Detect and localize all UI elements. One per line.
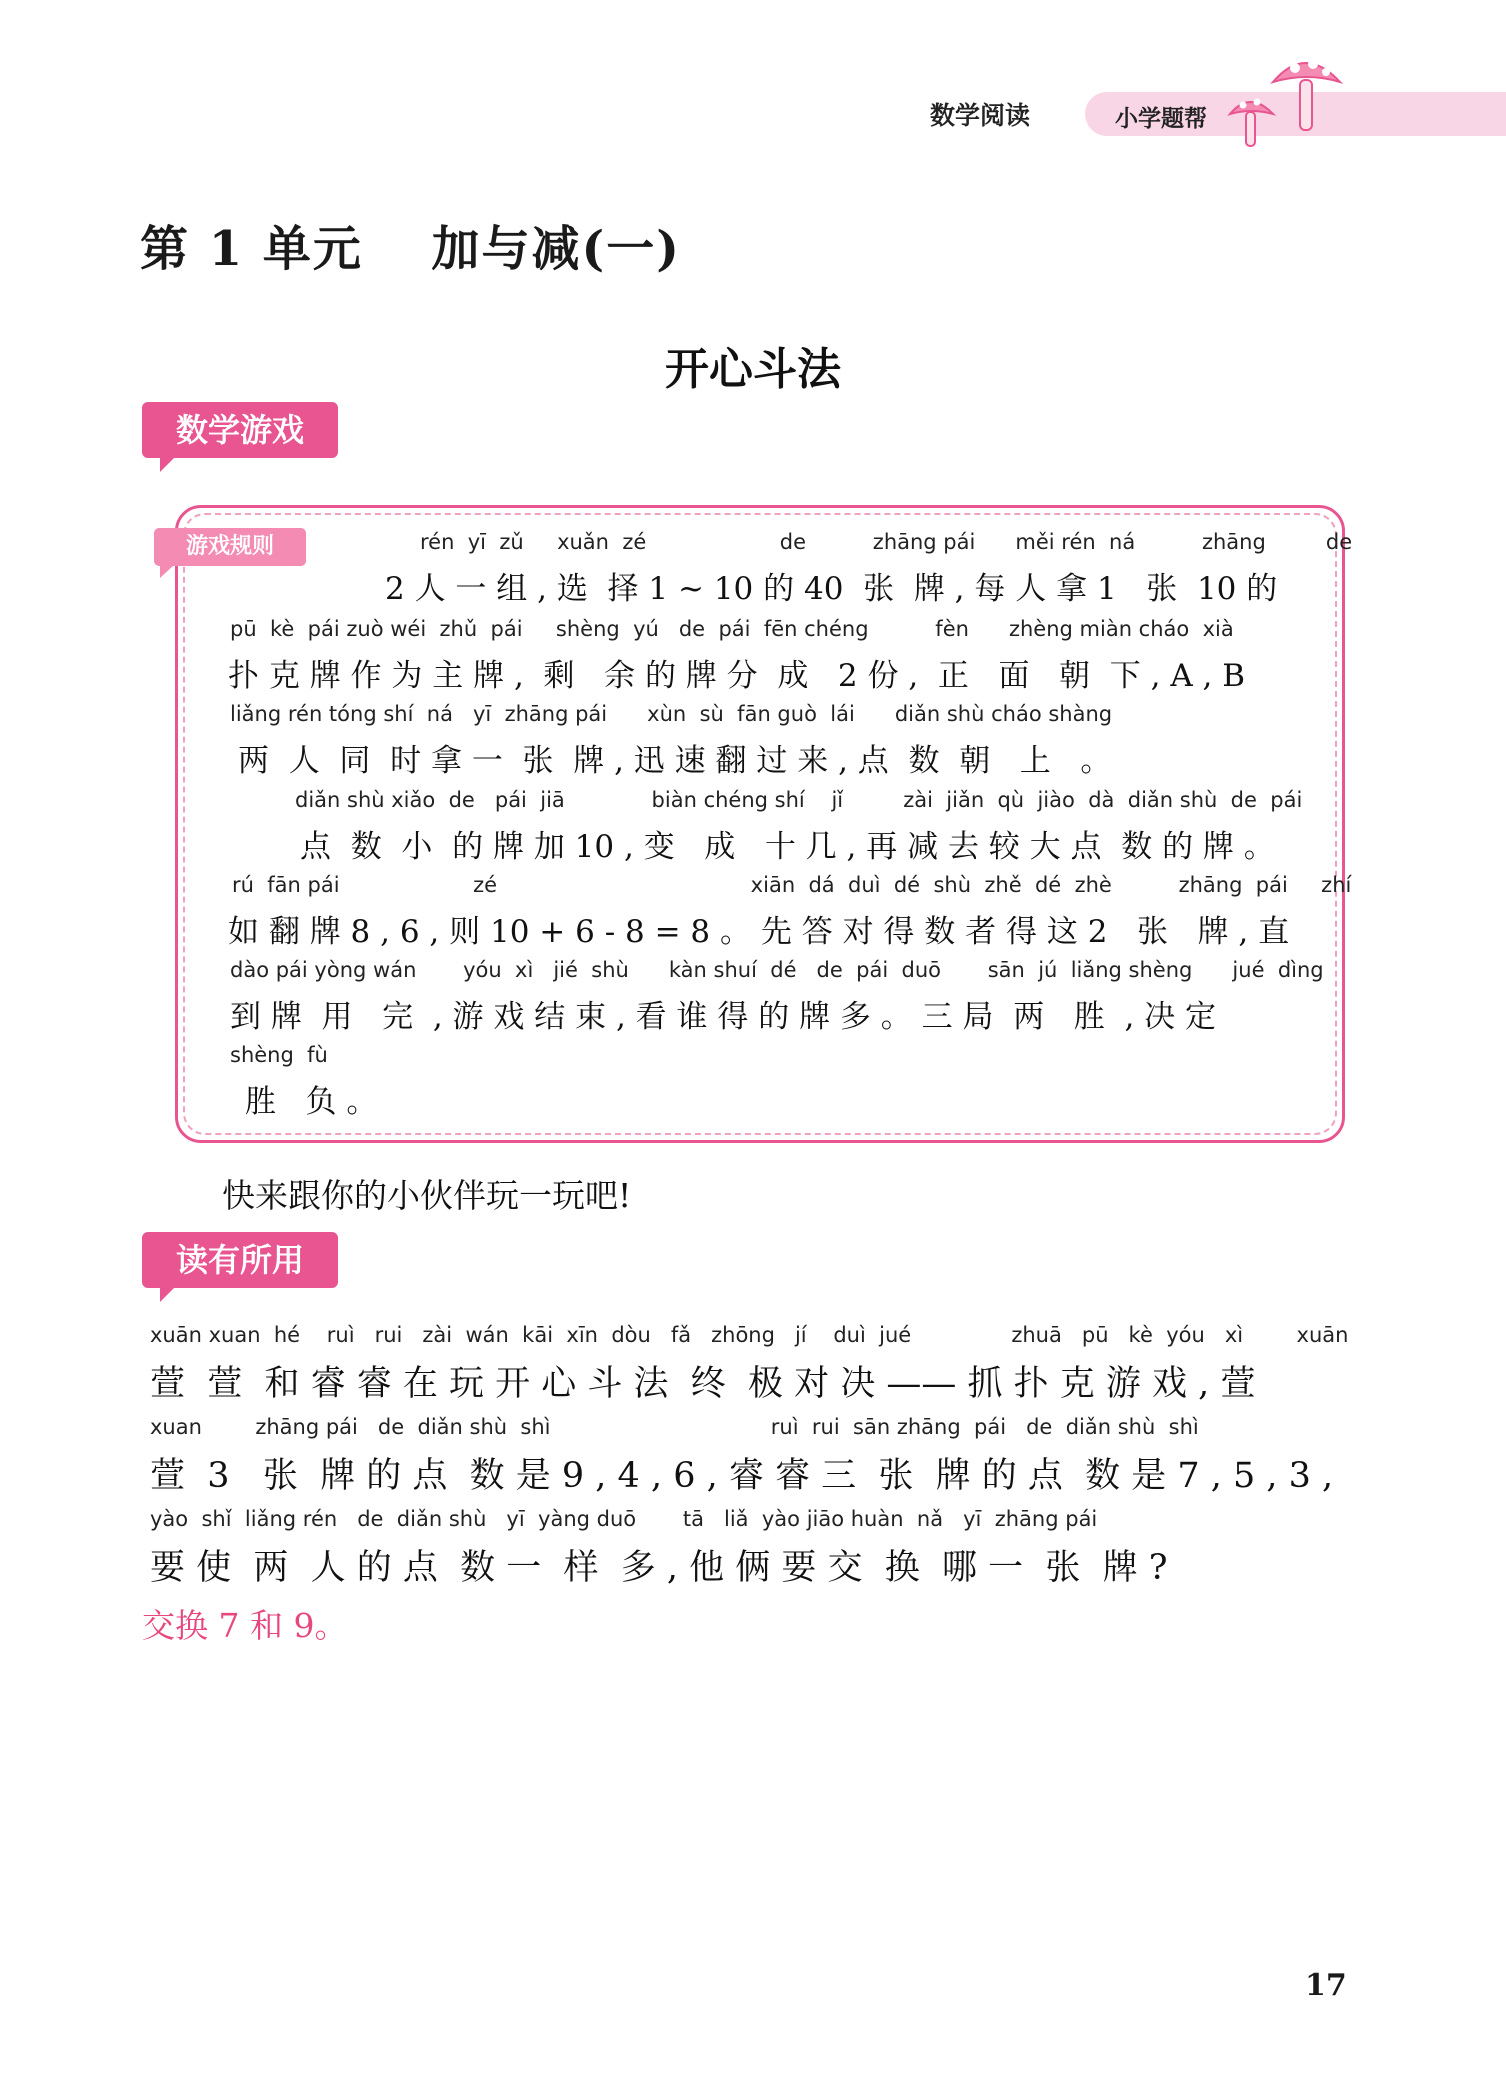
- section-tag-reading: 读有所用: [142, 1232, 338, 1288]
- unit-title: 第 1 单元 加与减(一): [140, 221, 681, 277]
- answer-text: 交换 7 和 9。: [142, 1606, 348, 1645]
- rules-pinyin-line: liǎng rén tóng shí ná yī zhāng pái xùn sù fān guò lái diǎn shù cháo shàng: [230, 702, 1113, 726]
- rules-label: 游戏规则: [154, 528, 306, 566]
- rules-text-line: 如 翻 牌 8 , 6 , 则 10 + 6 - 8 = 8 。 先 答 对 得 数 者 得 这 2 张 牌 , 直: [228, 914, 1290, 950]
- header-brand: 小学题帮: [1115, 106, 1207, 132]
- rules-pinyin-line: rú fān pái zé xiān dá duì dé shù zhě dé zhè zhāng pái zhí: [232, 873, 1352, 897]
- article-title: 开心斗法: [665, 344, 841, 395]
- reading-text-line: 萱 3 张 牌 的 点 数 是 9 , 4 , 6 , 睿 睿 三 张 牌 的 点 数 是 7 , 5 , 3 ,: [150, 1456, 1334, 1496]
- mushroom-icon: [1225, 52, 1350, 152]
- reading-pinyin-line: xuān xuan hé ruì rui zài wán kāi xīn dòu fǎ zhōng jí duì jué zhuā pū kè yóu xì xuān: [150, 1323, 1349, 1347]
- rules-pinyin-line: dào pái yòng wán yóu xì jié shù kàn shuí dé de pái duō sān jú liǎng shèng jué dìng: [230, 958, 1324, 982]
- rules-text-line: 到 牌 用 完 , 游 戏 结 束 , 看 谁 得 的 牌 多 。 三 局 两 胜 , 决 定: [230, 999, 1217, 1035]
- rules-text-line: 点 数 小 的 牌 加 10 , 变 成 十 几 , 再 减 去 较 大 点 数 的 牌 。: [300, 829, 1275, 865]
- header-book-title: 数学阅读: [930, 101, 1031, 130]
- reading-pinyin-line: xuan zhāng pái de diǎn shù shì ruì rui sān zhāng pái de diǎn shù shì: [150, 1415, 1199, 1439]
- page-number: 17: [1305, 1968, 1347, 2003]
- rules-text-line: 扑 克 牌 作 为 主 牌 , 剩 余 的 牌 分 成 2 份 , 正 面 朝 下 , A , B: [228, 658, 1246, 694]
- rules-pinyin-line: shèng fù: [230, 1043, 328, 1067]
- rules-text-line: 2 人 一 组 , 选 择 1 ~ 10 的 40 张 牌 , 每 人 拿 1 张 10 的: [385, 571, 1278, 607]
- reading-pinyin-line: yào shǐ liǎng rén de diǎn shù yī yàng duō tā liǎ yào jiāo huàn nǎ yī zhāng pái: [150, 1507, 1098, 1531]
- invite-text: 快来跟你的小伙伴玩一玩吧!: [222, 1176, 632, 1215]
- section-tag-math-game: 数学游戏: [142, 402, 338, 458]
- reading-text-line: 要 使 两 人 的 点 数 一 样 多 , 他 俩 要 交 换 哪 一 张 牌 ?: [150, 1548, 1168, 1588]
- rules-pinyin-line: rén yī zǔ xuǎn zé de zhāng pái měi rén ná zhāng de: [420, 530, 1353, 554]
- rules-pinyin-line: pū kè pái zuò wéi zhǔ pái shèng yú de pái fēn chéng fèn zhèng miàn cháo xià: [230, 617, 1234, 641]
- rules-text-line: 胜 负 。: [245, 1084, 378, 1120]
- rules-text-line: 两 人 同 时 拿 一 张 牌 , 迅 速 翻 过 来 , 点 数 朝 上 。: [238, 743, 1112, 779]
- rules-pinyin-line: diǎn shù xiǎo de pái jiā biàn chéng shí jǐ zài jiǎn qù jiào dà diǎn shù de pái: [295, 788, 1303, 812]
- reading-text-line: 萱 萱 和 睿 睿 在 玩 开 心 斗 法 终 极 对 决 —— 抓 扑 克 游 戏 , 萱: [150, 1364, 1256, 1404]
